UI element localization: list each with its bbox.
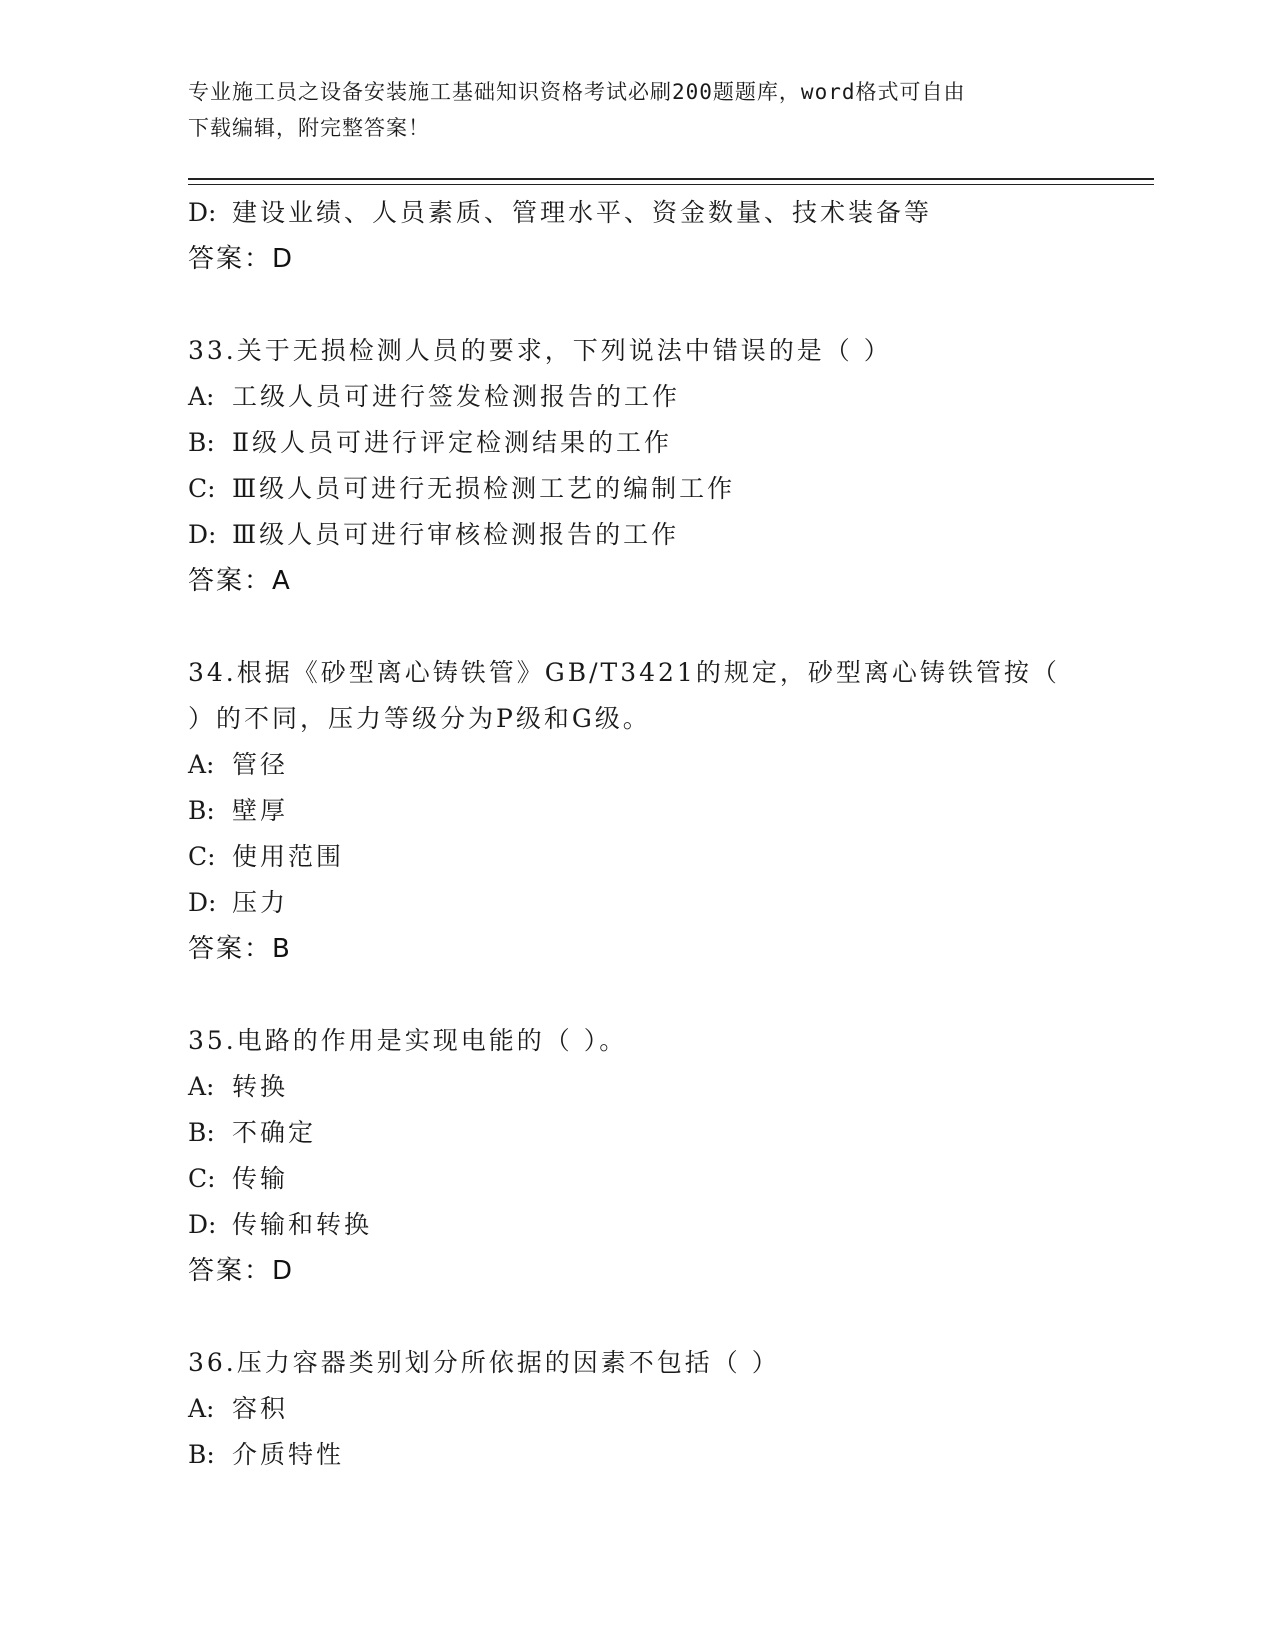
option-text: 转换 [232, 1072, 289, 1101]
option-label: B: [188, 428, 215, 457]
option-label: A: [188, 1394, 215, 1423]
option-a [188, 742, 1088, 788]
option-b [188, 788, 1088, 834]
option-text: 管径 [232, 750, 289, 779]
spacer [188, 282, 1088, 328]
option-text: 压力 [232, 888, 289, 917]
option-c [188, 834, 1088, 880]
question-block [188, 1018, 1088, 1294]
option-c [188, 466, 1088, 512]
document-header [188, 74, 1068, 146]
option-label: D: [188, 888, 217, 917]
question-stem: 34.根据《砂型离心铸铁管》GB/T3421的规定，砂型离心铸铁管按（ [188, 658, 1060, 687]
option-label: C: [188, 474, 216, 503]
option-text: 使用范围 [232, 842, 345, 871]
option-label: D: [188, 1210, 217, 1239]
option-b [188, 420, 1088, 466]
option-label: A: [188, 1072, 215, 1101]
option-text: Ⅲ级人员可进行无损检测工艺的编制工作 [232, 474, 736, 503]
question-stem-continued: ）的不同，压力等级分为P级和G级。 [188, 704, 651, 733]
header-divider-thick [188, 178, 1154, 180]
option-label: B: [188, 1440, 215, 1469]
option-text: 建设业绩、人员素质、管理水平、资金数量、技术装备等 [232, 198, 933, 227]
spacer [188, 604, 1088, 650]
option-text: 壁厚 [232, 796, 289, 825]
prev-answer: 答案：D [188, 244, 295, 274]
answer-line: 答案：B [188, 934, 292, 964]
header-divider-thin [188, 184, 1154, 185]
answer-line: 答案：A [188, 566, 292, 596]
option-b [188, 1110, 1088, 1156]
answer-line: 答案：D [188, 1256, 295, 1286]
option-label: C: [188, 842, 216, 871]
question-block [188, 328, 1088, 604]
spacer [188, 1294, 1088, 1340]
option-a [188, 1064, 1088, 1110]
option-b [188, 1432, 1088, 1478]
option-label: D: [188, 520, 217, 549]
option-c [188, 1156, 1088, 1202]
question-list [188, 190, 1088, 1478]
question-block [188, 1340, 1088, 1478]
option-label: C: [188, 1164, 216, 1193]
option-text: Ⅱ级人员可进行评定检测结果的工作 [232, 428, 672, 457]
option-label: A: [188, 382, 215, 411]
question-block [188, 650, 1088, 972]
option-label: D: [188, 198, 217, 227]
option-text: 传输 [232, 1164, 289, 1193]
header-line-1: 专业施工员之设备安装施工基础知识资格考试必刷200题题库，word格式可自由 [188, 80, 966, 104]
option-text: 工级人员可进行签发检测报告的工作 [232, 382, 681, 411]
option-d [188, 880, 1088, 926]
option-d [188, 1202, 1088, 1248]
option-label: A: [188, 750, 215, 779]
prev-option-d [188, 190, 1088, 236]
option-label: B: [188, 1118, 215, 1147]
option-a [188, 374, 1088, 420]
option-text: Ⅲ级人员可进行审核检测报告的工作 [232, 520, 680, 549]
spacer [188, 972, 1088, 1018]
option-text: 不确定 [232, 1118, 317, 1147]
question-stem: 36.压力容器类别划分所依据的因素不包括（ ） [188, 1348, 780, 1377]
option-text: 介质特性 [232, 1440, 345, 1469]
option-text: 容积 [232, 1394, 289, 1423]
option-d [188, 512, 1088, 558]
option-label: B: [188, 796, 215, 825]
header-line-2: 下载编辑，附完整答案！ [188, 116, 430, 140]
option-a [188, 1386, 1088, 1432]
option-text: 传输和转换 [232, 1210, 373, 1239]
question-stem: 35.电路的作用是实现电能的（ ）。 [188, 1026, 628, 1055]
question-stem: 33.关于无损检测人员的要求，下列说法中错误的是（ ） [188, 336, 892, 365]
